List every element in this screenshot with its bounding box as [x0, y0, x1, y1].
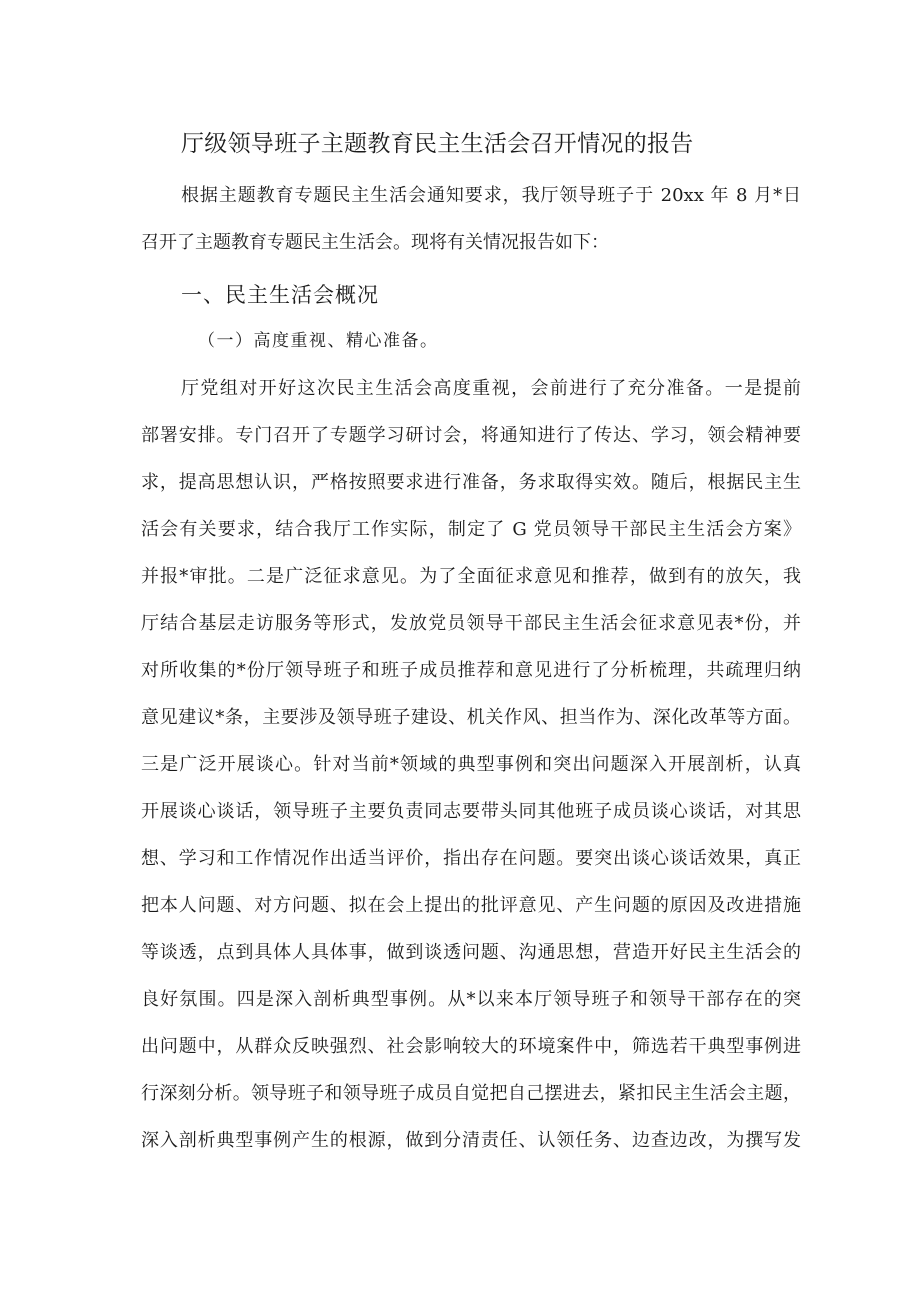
intro-line: 召开了主题教育专题民主生活会。现将有关情况报告如下： — [141, 232, 609, 253]
paragraph-line: 行深刻分析。领导班子和领导班子成员自觉把自己摆进去，紧扣民主生活会主题， — [141, 1083, 801, 1104]
paragraph-line: 三是广泛开展谈心。针对当前*领域的典型事例和突出问题深入开展剖析，认真 — [141, 754, 801, 775]
paragraph-line: 对所收集的*份厅领导班子和班子成员推荐和意见进行了分析梳理，共疏理归纳 — [141, 660, 801, 681]
paragraph-line: 想、学习和工作情况作出适当评价，指出存在问题。要突出谈心谈话效果，真正 — [141, 848, 801, 869]
paragraph-line: 深入剖析典型事例产生的根源，做到分清责任、认领任务、边查边改，为撰写发 — [141, 1130, 801, 1151]
paragraph-line: 并报*审批。二是广泛征求意见。为了全面征求意见和推荐，做到有的放矢，我 — [141, 566, 801, 587]
subsection-heading: （一）高度重视、精心准备。 — [198, 331, 439, 351]
intro-line: 根据主题教育专题民主生活会通知要求，我厅领导班子于 20xx 年 8 月*日 — [181, 185, 801, 206]
paragraph-line: 活会有关要求，结合我厅工作实际，制定了 G 党员领导干部民主生活会方案》 — [141, 519, 801, 540]
paragraph-line: 意见建议*条，主要涉及领导班子建设、机关作风、担当作为、深化改革等方面。 — [141, 707, 801, 728]
section-heading: 一、民主生活会概况 — [181, 283, 379, 307]
paragraph-line: 厅结合基层走访服务等形式，发放党员领导干部民主生活会征求意见表*份，并 — [141, 613, 801, 634]
paragraph-line: 出问题中，从群众反映强烈、社会影响较大的环境案件中，筛选若干典型事例进 — [141, 1036, 801, 1057]
paragraph-line: 等谈透，点到具体人具体事，做到谈透问题、沟通思想，营造开好民主生活会的 — [141, 942, 801, 963]
paragraph-line: 部署安排。专门召开了专题学习研讨会，将通知进行了传达、学习，领会精神要 — [141, 425, 801, 446]
document-title: 厅级领导班子主题教育民主生活会召开情况的报告 — [181, 131, 694, 157]
paragraph-line: 良好氛围。四是深入剖析典型事例。从*以来本厅领导班子和领导干部存在的突 — [141, 989, 801, 1010]
paragraph-line: 求，提高思想认识，严格按照要求进行准备，务求取得实效。随后，根据民主生 — [141, 472, 801, 493]
paragraph-line: 厅党组对开好这次民主生活会高度重视，会前进行了充分准备。一是提前 — [181, 378, 801, 399]
paragraph-line: 把本人问题、对方问题、拟在会上提出的批评意见、产生问题的原因及改进措施 — [141, 895, 801, 916]
paragraph-line: 开展谈心谈话，领导班子主要负责同志要带头同其他班子成员谈心谈话，对其思 — [141, 801, 801, 822]
